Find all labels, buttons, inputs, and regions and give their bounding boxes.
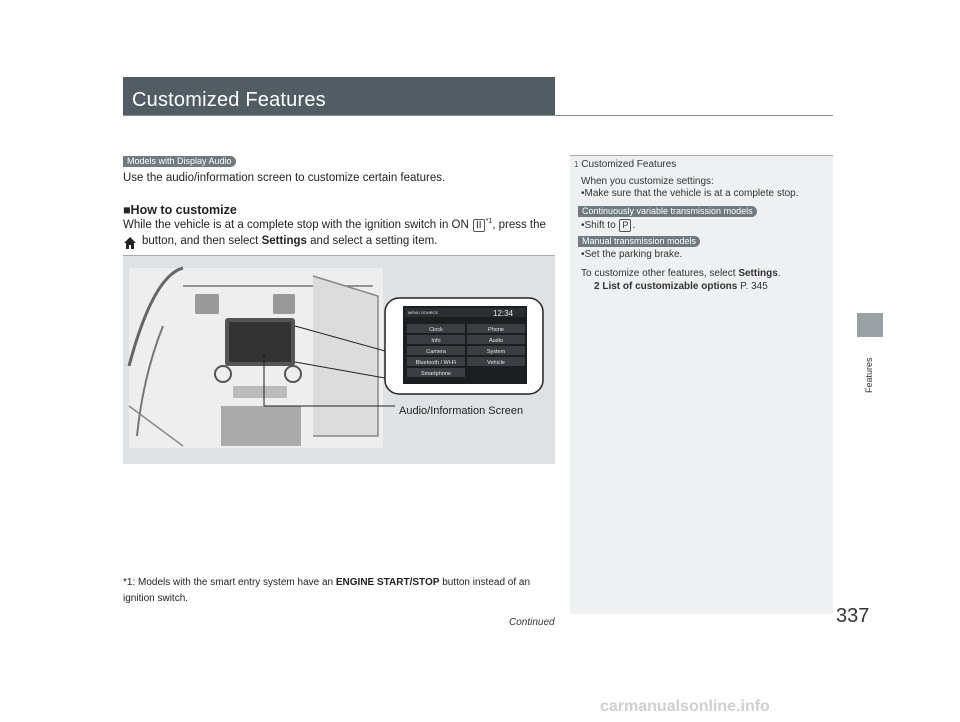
screen-item-camera: Camera: [426, 349, 446, 355]
screen-item-system: System: [486, 349, 506, 355]
footnote-text-a: *1: Models with the smart entry system have an: [123, 577, 334, 588]
footnote-line-1: [123, 577, 530, 588]
model-badge-display-audio: Models with Display Audio: [123, 156, 236, 167]
cross-reference-link[interactable]: [594, 281, 768, 292]
title-divider: [123, 115, 833, 116]
note-settings-term: Settings: [738, 268, 778, 279]
page-title-bar: [123, 77, 555, 115]
note-line-other: [581, 268, 781, 279]
screen-item-clock: Clock: [429, 327, 443, 333]
note-line-1: When you customize settings:: [581, 176, 714, 187]
instruction-text-end: , press the: [492, 218, 546, 231]
note-bullet-2-end: .: [632, 220, 636, 231]
figure-callout-label: Audio/Information Screen: [399, 405, 524, 417]
screen-menu-label: MENU: [408, 310, 420, 315]
footnote-text-b: button instead of an: [442, 577, 531, 588]
section-heading: ■How to customize: [123, 203, 237, 217]
home-icon: [123, 236, 137, 250]
section-tab-marker: [857, 313, 883, 337]
park-key-symbol: P: [619, 219, 631, 232]
note-bullet-2: [581, 219, 635, 232]
screen-item-bluetooth: Bluetooth / Wi-Fi: [415, 360, 457, 366]
note-panel: [570, 155, 833, 614]
intro-text: Use the audio/information screen to customize certain features.: [123, 172, 446, 184]
model-badge-cvt: Continuously variable transmission models: [578, 206, 757, 217]
section-label-text: Features: [864, 357, 874, 393]
instruction-line-2: [142, 235, 437, 247]
reference-arrow-icon: 2: [594, 281, 600, 292]
settings-term: Settings: [261, 235, 307, 247]
section-label: [864, 343, 876, 403]
instruction-text: While the vehicle is at a complete stop with the ignition switch in ON: [123, 218, 469, 231]
watermark-text: carmanualsonline.info: [600, 698, 770, 714]
screen-source-label: SOURCE: [421, 310, 439, 315]
page-number: 337: [836, 605, 870, 627]
reference-text: List of customizable options: [602, 281, 738, 292]
footnote-bold-term: ENGINE START/STOP: [335, 577, 440, 588]
note-bullet-3: •Set the parking brake.: [581, 249, 683, 260]
screen-item-info: Info: [431, 338, 441, 344]
screen-item-phone: Phone: [488, 327, 504, 333]
figure-panel: [123, 255, 555, 464]
screen-item-vehicle: Vehicle: [487, 360, 505, 366]
reference-page: P. 345: [740, 281, 768, 292]
instruction-line-1: [123, 218, 546, 232]
note-title-text: Customized Features: [581, 159, 677, 170]
note-arrow-icon: 1: [574, 160, 579, 169]
watermark-logo: [600, 698, 948, 714]
footnote-marker: *1: [485, 218, 493, 225]
note-bullet-1: •Make sure that the vehicle is at a complete stop.: [581, 188, 799, 199]
screen-item-smartphone: Smartphone: [421, 371, 451, 377]
model-badge-manual: Manual transmission models: [578, 236, 700, 247]
screen-item-audio: Audio: [488, 338, 504, 344]
instruction-text-2b: and select a setting item.: [310, 235, 438, 247]
note-other-end: .: [777, 268, 781, 279]
continued-label: Continued: [509, 617, 555, 628]
ignition-key-symbol: II: [473, 219, 485, 232]
note-bullet-2-text: •Shift to: [581, 220, 616, 231]
footnote-line-2: ignition switch.: [123, 593, 189, 604]
screen-clock: 12:34: [493, 309, 514, 318]
page-title: Customized Features: [132, 89, 326, 111]
note-other-text: To customize other features, select: [581, 268, 736, 279]
note-title: [574, 159, 676, 170]
instruction-text-2a: button, and then select: [142, 235, 259, 247]
dashboard-illustration: [123, 256, 555, 464]
